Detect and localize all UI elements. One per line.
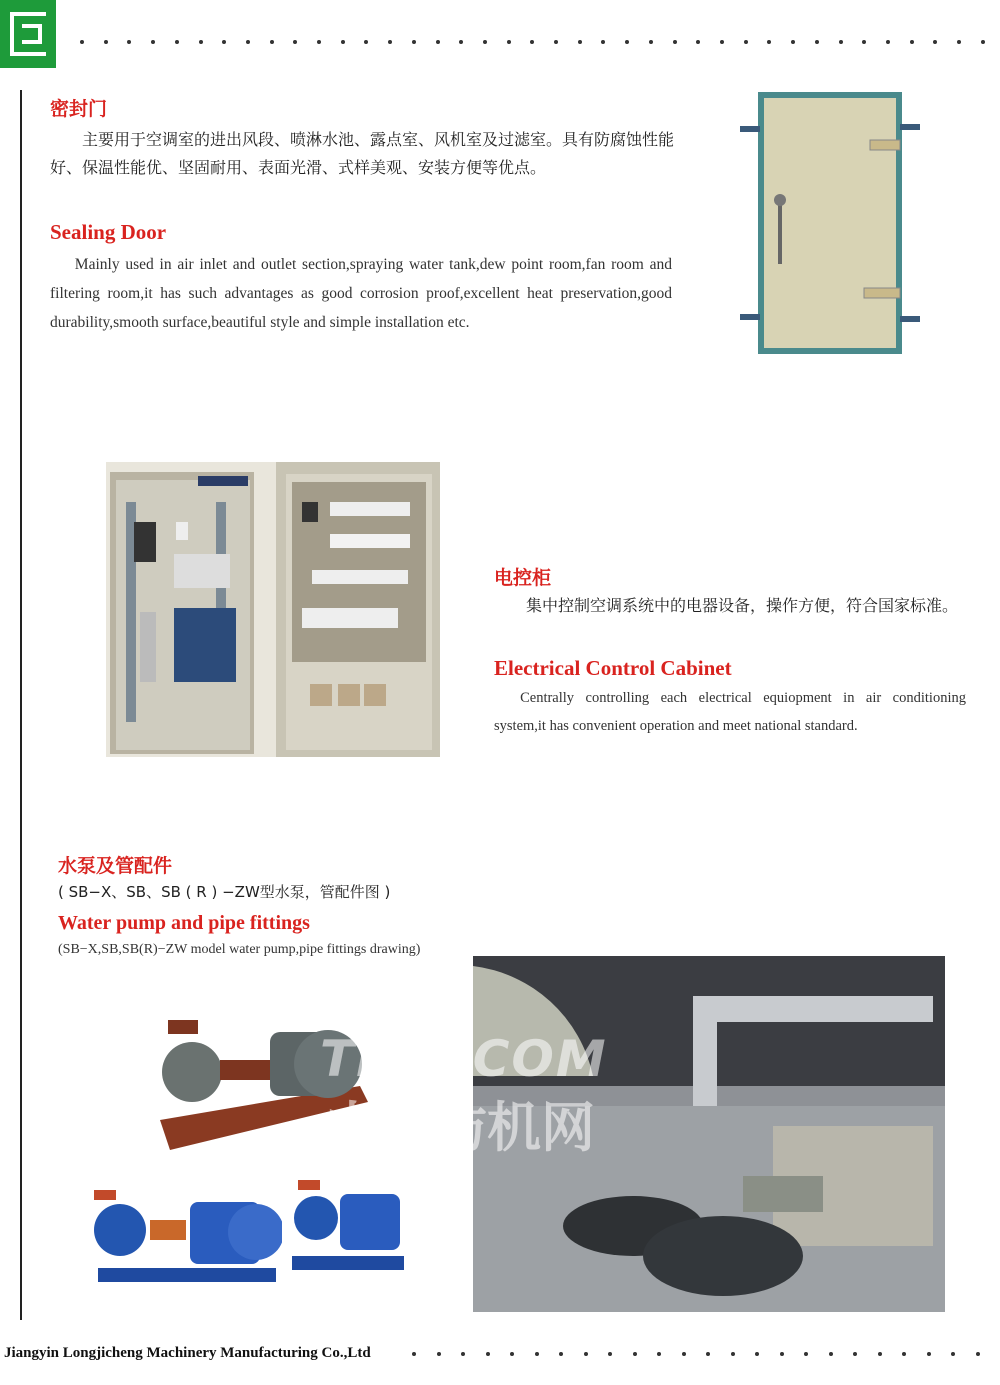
pump-blue-image-2 [290,1170,410,1282]
door-cn-title: 密封门 [50,98,108,120]
door-en-text: Mainly used in air inlet and outlet section,spraying water tank,dew point room,fan room and filtering room,it has such advantages as good corrosion proof,excellent heat preservation,good durability,smooth surface,beautiful style and simple installation etc. [50,256,672,331]
left-rule [20,90,22,1320]
pump-cn-subtitle: ( SB−X、SB、SB ( R ) −ZW型水泵，管配件图 ) [58,883,391,901]
sealing-door-image [740,88,920,358]
door-cn-text: 主要用于空调室的进出风段、喷淋水池、露点室、风机室及过滤室。具有防腐蚀性能好、保温性能优、坚固耐用、表面光滑、式样美观、安装方便等优点。 [50,130,675,177]
watermark-latin: TMN.COM [320,1030,608,1088]
footer-company-name: Jiangyin Longjicheng Machinery Manufacturing Co.,Ltd [4,1345,371,1361]
control-cabinet-image [106,462,440,757]
door-en-title: Sealing Door [50,220,167,244]
footer-dotted-divider [412,1352,980,1356]
pump-blue-image-1 [90,1180,282,1290]
company-logo [0,0,56,68]
top-dotted-divider [80,40,985,44]
pump-cn-title: 水泵及管配件 [58,855,173,877]
cabinet-cn-text: 集中控制空调系统中的电器设备，操作方便，符合国家标准。 [526,596,959,615]
pump-en-title: Water pump and pipe fittings [58,912,310,934]
pump-en-subtitle: (SB−X,SB,SB(R)−ZW model water pump,pipe fittings drawing) [58,942,421,957]
cabinet-en-text: Centrally controlling each electrical equiopment in air conditioning system,it has convenient operation and meet national standard. [494,690,966,734]
cabinet-cn-title: 电控柜 [494,567,552,589]
cabinet-en-title: Electrical Control Cabinet [494,656,732,680]
watermark-chinese: 中国纺机网 [325,1096,595,1159]
